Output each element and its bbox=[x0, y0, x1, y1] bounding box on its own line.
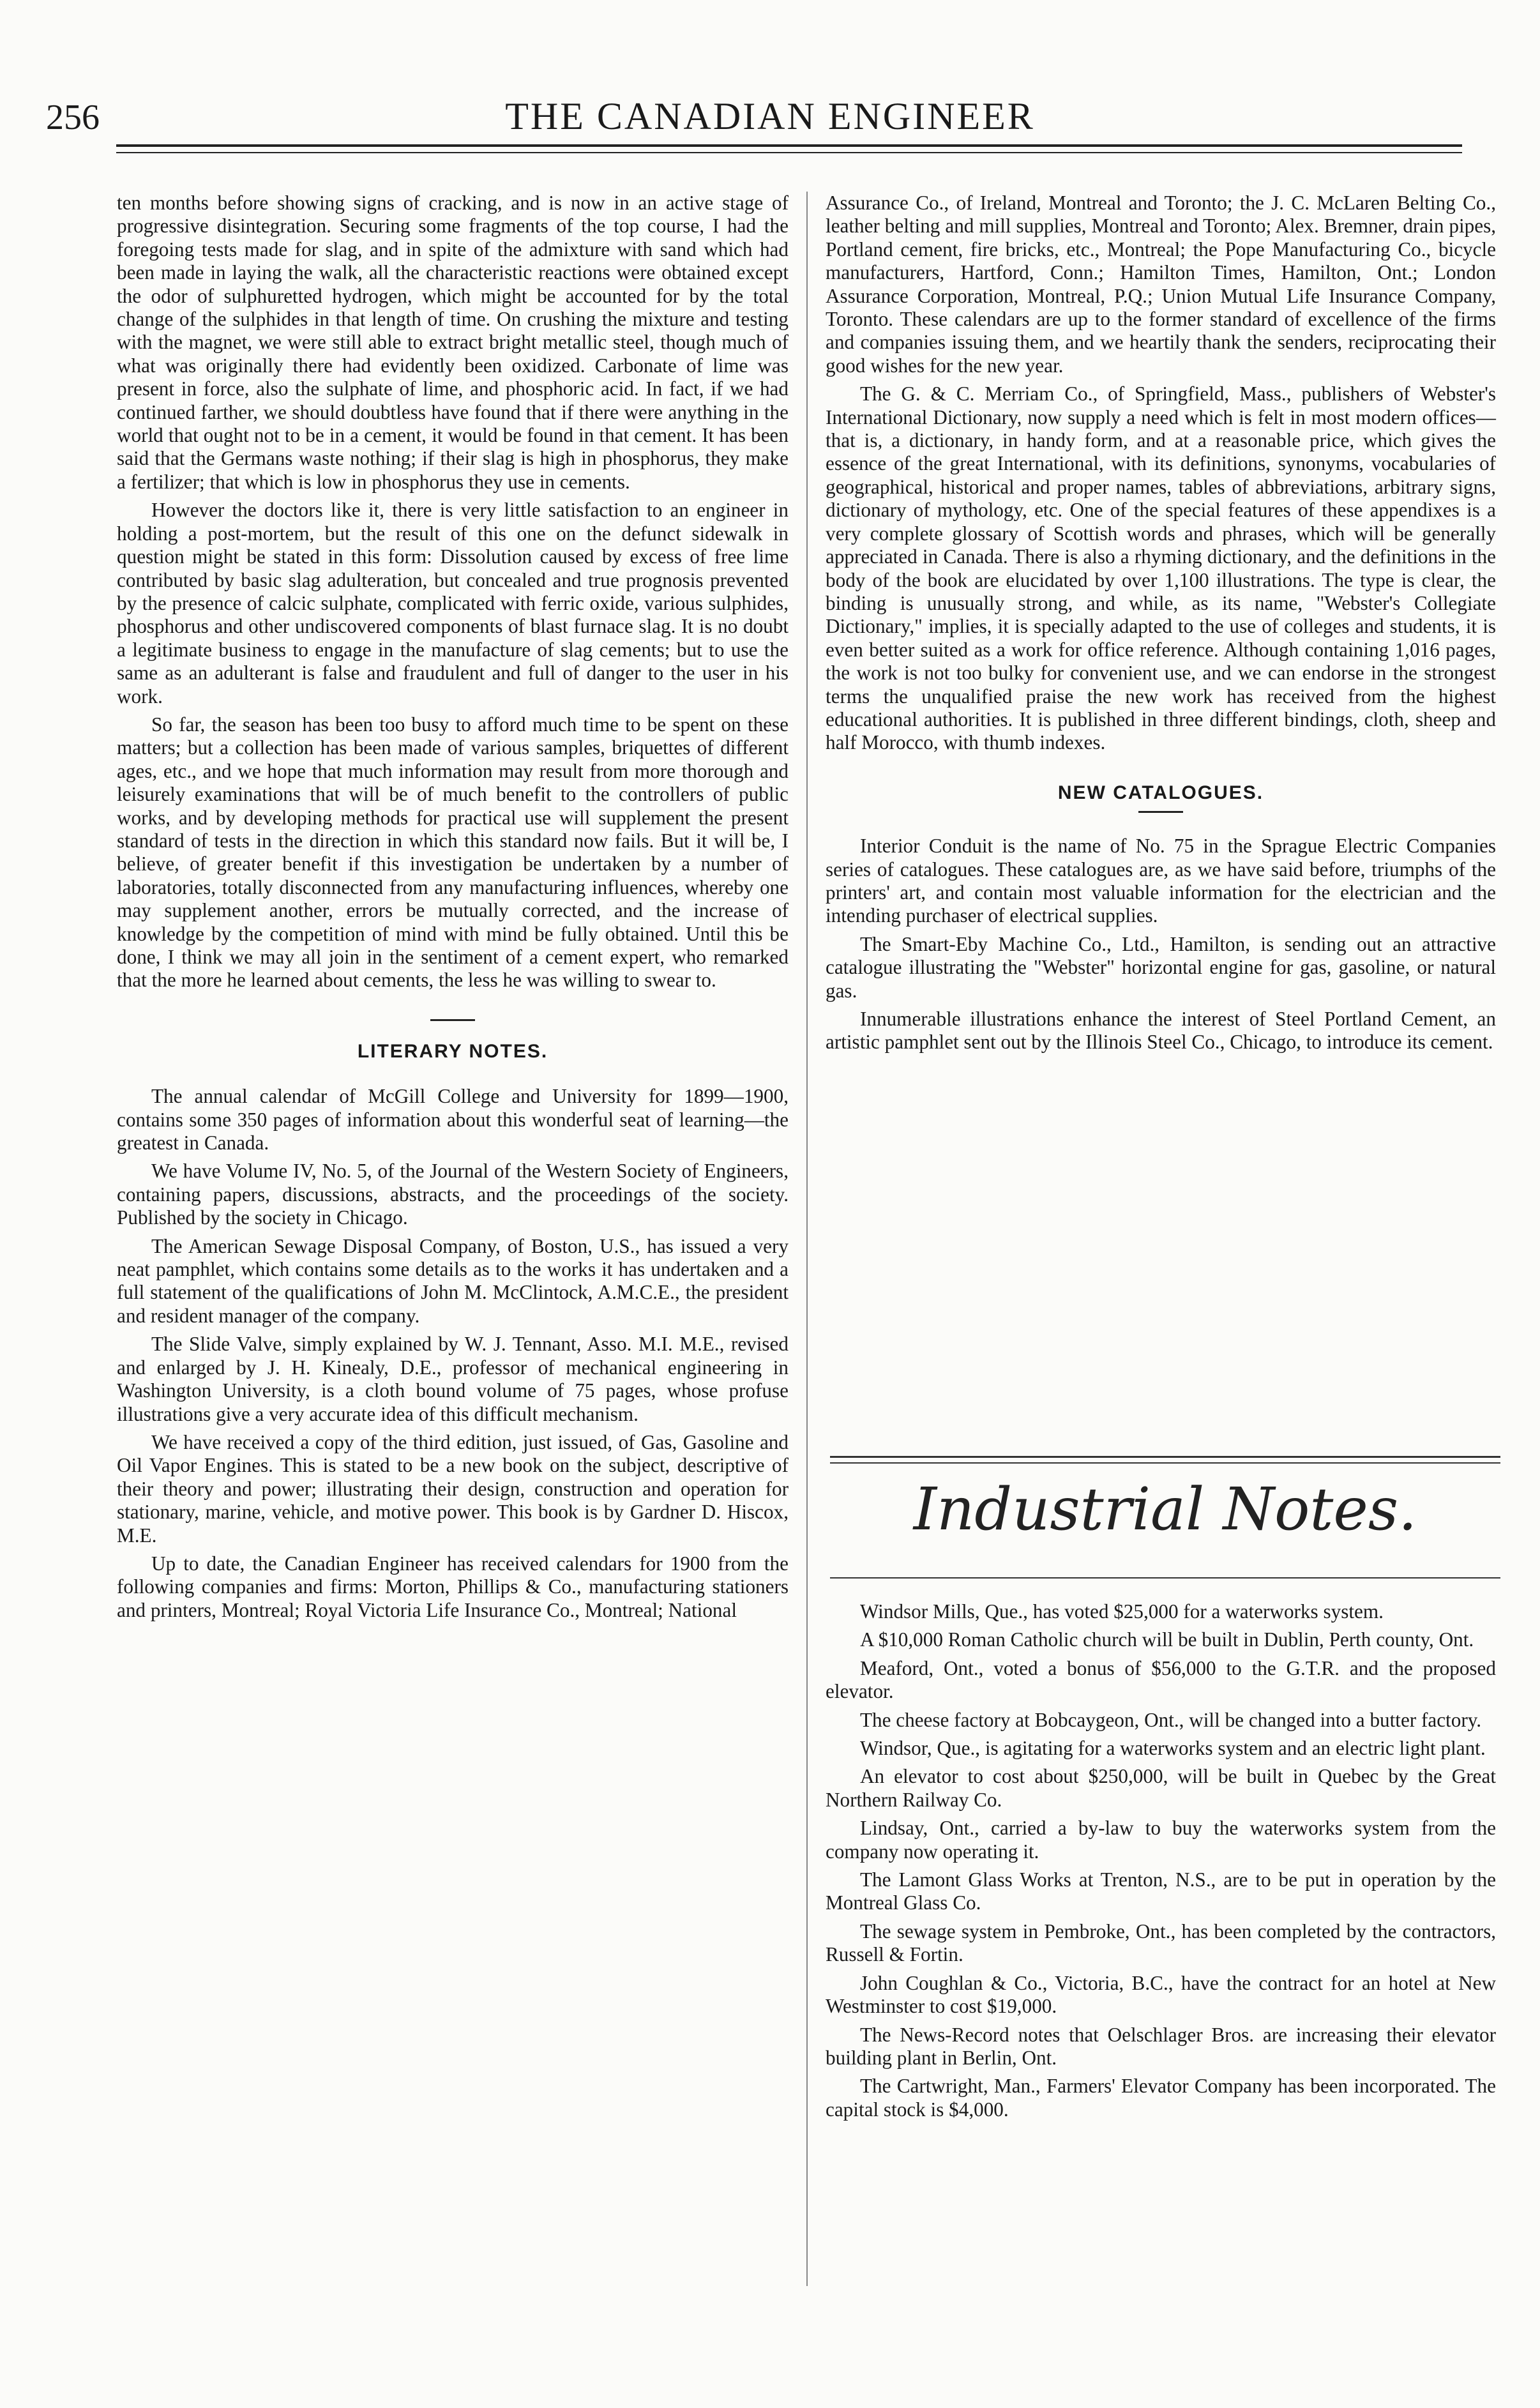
catalogue-note: Interior Conduit is the name of No. 75 in the Sprague Electric Companies series of catalogues. These catalogues are, as we have said before, triumphs of the printers' art, and contain most valuable information for the electrician and the intending purchaser of electrical supplies. bbox=[826, 835, 1496, 927]
catalogue-note: The Smart-Eby Machine Co., Ltd., Hamilton, is sending out an attractive catalogue illustrating the "Webster" horizontal engine for gas, gasoline, or natural gas. bbox=[826, 932, 1496, 1002]
industrial-note: Meaford, Ont., voted a bonus of $56,000 to the G.T.R. and the proposed elevator. bbox=[826, 1656, 1496, 1703]
literary-note: We have Volume IV, No. 5, of the Journal of the Western Society of Engineers, containing papers, discussions, abstracts, and the proceedings of the society. Published by the society in Chicago. bbox=[117, 1160, 789, 1229]
industrial-note: The Lamont Glass Works at Trenton, N.S., are to be put in operation by the Montreal Glass Co. bbox=[826, 1868, 1496, 1914]
industrial-notes-banner bbox=[830, 1456, 1500, 1580]
industrial-notes-heading: Industrial Notes. bbox=[913, 1475, 1417, 1543]
heading-underline bbox=[1138, 811, 1183, 813]
left-column bbox=[117, 192, 789, 1627]
literary-note: The Slide Valve, simply explained by W. J. Tennant, Asso. M.I. M.E., revised and enlarged by J. H. Kinealy, D.E., professor of mechanical engineering in Washington University, is a cloth bound volume of 75 pages, whose profuse illustrations give a very accurate idea of this difficult mechanism. bbox=[117, 1333, 789, 1425]
literary-notes-heading: LITERARY NOTES. bbox=[117, 1019, 789, 1063]
industrial-note: John Coughlan & Co., Victoria, B.C., have the contract for an hotel at New Westminster to cost $19,000. bbox=[826, 1971, 1496, 2018]
literary-note: The annual calendar of McGill College and University for 1899—1900, contains some 350 pages of information about this wonderful seat of learning—the greatest in Canada. bbox=[117, 1085, 789, 1155]
section-separator bbox=[430, 1019, 475, 1021]
industrial-note: The Cartwright, Man., Farmers' Elevator Company has been incorporated. The capital stock is $4,000. bbox=[826, 2075, 1496, 2121]
industrial-note: The sewage system in Pembroke, Ont., has been completed by the contractors, Russell & Fortin. bbox=[826, 1920, 1496, 1966]
journal-title: THE CANADIAN ENGINEER bbox=[505, 95, 1035, 137]
article-paragraph: So far, the season has been too busy to afford much time to be spent on these matters; but a collection has been made of various samples, briquettes of different ages, etc., and we hope that much information may result from more thorough and leisurely examinations that will be of much benefit to the controllers of public works, and by developing methods for practical use will supplement the present standard of tests in the direction in which this standard now fails. But it will be, I believe, of greater benefit if this investigation be undertaken by a number of laboratories, totally disconnected from any manufacturing influences, whereby one may supplement another, errors be mutually corrected, and the increase of knowledge by the competition of mind with mind be fully obtained. Until this be done, I think we may all join in the sentiment of a cement expert, who remarked that the more he learned about cements, the less he was willing to swear to. bbox=[117, 713, 789, 992]
industrial-note: Windsor Mills, Que., has voted $25,000 for a waterworks system. bbox=[860, 1600, 1384, 1623]
header-rule-thin bbox=[116, 152, 1462, 153]
banner-rule bbox=[830, 1462, 1500, 1464]
article-paragraph: However the doctors like it, there is very little satisfaction to an engineer in holding a post-mortem, but the result of this one on the defunct sidewalk in question might be stated in this form: Dissolution caused by excess of free lime contributed by basic slag adulteration, but concealed and true prognosis prevented by the presence of calcic sulphate, complicated with ferric oxide, various sulphides, phosphorus and other undiscovered components of blast furnace slag. It is no doubt a legitimate business to engage in the manufacture of slag cements; but to use the same as an adulterant is false and fraudulent and full of danger to the user in his work. bbox=[117, 499, 789, 708]
industrial-note: An elevator to cost about $250,000, will be built in Quebec by the Great Northern Railway Co. bbox=[826, 1765, 1496, 1811]
header-rule bbox=[116, 144, 1462, 147]
article-paragraph: The G. & C. Merriam Co., of Springfield, Mass., publishers of Webster's International Dictionary, now supply a need which is felt in most modern offices—that is, a dictionary, in handy form, and at a reasonable price, which gives the essence of the great International, with its definitions, synonyms, vocabularies of geographical, historical and proper names, tables of abbreviations, arbitrary signs, dictionary of mythology, etc. One of the special features of these appendixes is a very complete glossary of Scottish words and phrases, which will be generally appreciated in Canada. There is also a rhyming dictionary, and the definitions in the body of the book are elucidated by over 1,100 illustrations. The type is clear, the binding is unusually strong, and while, as its name, "Webster's Collegiate Dictionary," implies, it is specially adapted to the use of colleges and students, it is even better suited as a work for office reference. Although containing 1,016 pages, the work is not too bulky for convenient use, and we can endorse in the strongest terms the unqualified praise the new work has received from the highest educational authorities. It is published in three different bindings, cloth, sheep and half Morocco, with thumb indexes. bbox=[826, 382, 1496, 754]
page-number: 256 bbox=[46, 98, 100, 137]
banner-rule bbox=[830, 1456, 1500, 1458]
industrial-note: A $10,000 Roman Catholic church will be built in Dublin, Perth county, Ont. bbox=[860, 1628, 1474, 1651]
article-paragraph: ten months before showing signs of cracking, and is now in an active stage of progressive disintegration. Securing some fragments of the top course, I had the foregoing tests made for slag, and in spite of the admixture with sand which had been made in laying the walk, all the characteristic reactions were obtained except the odor of sulphuretted hydrogen, which might be accounted for by the total change of the sulphides in that length of time. On crushing the mixture and testing with the magnet, we were still able to extract bright metallic steel, though much of what was originally there had evidently been oxidized. Carbonate of lime was present in force, also the sulphate of lime, and phosphoric acid. In fact, if we had continued farther, we should doubtless have found that if there were anything in the world that ought not to be in a cement, it would be found in that cement. It has been said that the Germans waste nothing; if their slag is high in phosphorus, they make a fertilizer; that which is low in phosphorus they use in cements. bbox=[117, 192, 789, 493]
industrial-note: The News-Record notes that Oelschlager Bros. are increasing their elevator building plant in Berlin, Ont. bbox=[826, 2023, 1496, 2069]
banner-rule bbox=[830, 1577, 1500, 1579]
catalogue-note: Innumerable illustrations enhance the interest of Steel Portland Cement, an artistic pamphlet sent out by the Illinois Steel Co., Chicago, to introduce its cement. bbox=[826, 1008, 1496, 1054]
industrial-note: Lindsay, Ont., carried a by-law to buy the waterworks system from the company now operating it. bbox=[826, 1817, 1496, 1863]
industrial-note: Windsor, Que., is agitating for a waterworks system and an electric light plant. bbox=[860, 1737, 1486, 1760]
new-catalogues-heading: NEW CATALOGUES. bbox=[826, 782, 1496, 813]
right-column bbox=[826, 192, 1496, 1059]
industrial-note: The cheese factory at Bobcaygeon, Ont., will be changed into a butter factory. bbox=[860, 1708, 1482, 1731]
article-paragraph: Assurance Co., of Ireland, Montreal and Toronto; the J. C. McLaren Belting Co., leather belting and mill supplies, Montreal and Toronto; Alex. Bremner, drain pipes, Portland cement, fire bricks, etc., Montreal; the Pope Manufacturing Co., bicycle manufacturers, Hartford, Conn.; Hamilton Times, Hamilton, Ont.; London Assurance Corporation, Montreal, P.Q.; Union Mutual Life Insurance Company, Toronto. These calendars are up to the former standard of excellence of the firms and companies issuing them, and we heartily thank the senders, reciprocating their good wishes for the new year. bbox=[826, 192, 1496, 377]
literary-note: The American Sewage Disposal Company, of Boston, U.S., has issued a very neat pamphlet, which contains some details as to the works it has undertaken and a full statement of the qualifications of John M. McClintock, A.M.C.E., the president and resident manager of the company. bbox=[117, 1234, 789, 1327]
industrial-notes-list bbox=[826, 1600, 1496, 2126]
column-divider bbox=[806, 192, 808, 2286]
literary-note: We have received a copy of the third edition, just issued, of Gas, Gasoline and Oil Vapor Engines. This is stated to be a new book on the subject, descriptive of their theory and power; illustrating their design, construction and operation for stationary, marine, vehicle, and motive power. This book is by Gardner D. Hiscox, M.E. bbox=[117, 1430, 789, 1547]
literary-note: Up to date, the Canadian Engineer has received calendars for 1900 from the following companies and firms: Morton, Phillips & Co., manufacturing stationers and printers, Montreal; Royal Victoria Life Insurance Co., Montreal; National bbox=[117, 1552, 789, 1621]
